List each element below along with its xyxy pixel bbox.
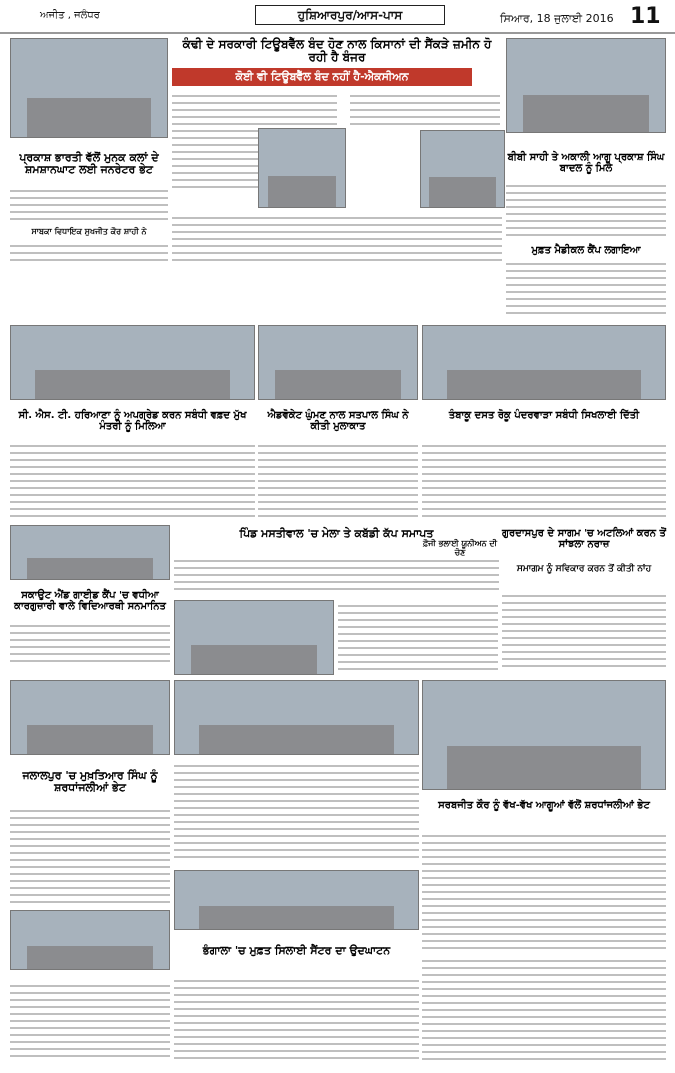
photo-bhangala	[174, 870, 419, 930]
photo-group-1	[10, 325, 255, 400]
photo-left-top	[10, 38, 168, 138]
headline-right1: ਬੀਬੀ ਸਾਹੀ ਤੇ ਅਕਾਲੀ ਆਗੂ ਪ੍ਰਕਾਸ਼ ਸਿੰਘ ਬਾਦਲ ਨੂੰ ਮਿਲੇ	[507, 152, 665, 174]
article-text	[502, 590, 666, 670]
article-text	[258, 440, 418, 520]
photo-mela	[174, 600, 334, 675]
photo-right-top	[506, 38, 666, 133]
section-title: ਹੁਸ਼ਿਆਰਪੁਰ/ਆਸ-ਪਾਸ	[255, 5, 445, 25]
headline-bottom: ਭੰਗਾਲਾ 'ਚ ਮੁਫ਼ਤ ਸਿਲਾਈ ਸੈਂਟਰ ਦਾ ਉਦਘਾਟਨ	[202, 944, 391, 957]
article-text	[506, 258, 666, 318]
article-text	[350, 90, 500, 126]
photo-right-lower	[422, 680, 666, 790]
headline-mid4: ਪਿੰਡ ਮਸਤੀਵਾਲ 'ਚ ਮੇਲਾ ਤੇ ਕਬੱਡੀ ਕੱਪ ਸਮਾਪਤ	[239, 527, 434, 540]
headline-mid5: ਗੁਰਦਾਸਪੁਰ ਦੇ ਸਾਗਮ 'ਚ ਅਟਲਿਆਂ ਕਰਨ ਤੋਂ ਸਾਂਝਲਾ ਨਰਾਜ਼	[502, 528, 666, 550]
photo-group-2	[258, 325, 418, 400]
article-text	[174, 975, 419, 1060]
photo-tubewell-1	[258, 128, 346, 208]
photo-left-lower	[10, 680, 170, 755]
issue-date: ਸਿਆਰ, 18 ਜੁਲਾਈ 2016	[500, 12, 614, 25]
article-text	[10, 185, 168, 225]
headline-left1b: ਸਾਬਕਾ ਵਿਧਾਇਕ ਸੁਖਜੀਤ ਕੌਰ ਸ਼ਾਹੀ ਨੇ	[31, 227, 147, 236]
headline-mid1: ਸੀ. ਐਸ. ਟੀ. ਹਰਿਆਣਾ ਨੂੰ ਅਪਗ੍ਰੇਡ ਕਰਨ ਸਬੰਧੀ ਵਫ਼ਦ ਮੁੱਖ ਮੰਤਰੀ ਨੂੰ ਮਿਲਿਆ	[18, 410, 247, 432]
headline-small2: ਫ਼ੌਜੀ ਭਲਾਈ ਯੂਨੀਅਨ ਦੀ ਚੋਣ	[422, 539, 498, 557]
photo-jalalpur	[10, 910, 170, 970]
article-text	[422, 830, 666, 950]
article-text	[10, 440, 255, 520]
headline-left2: ਸਕਾਉਟ ਐਂਡ ਗਾਈਡ ਕੈਂਪ 'ਚ ਵਧੀਆ ਕਾਰਗੁਜ਼ਾਰੀ ਵਾਲੇ ਵਿਦਿਆਰਥੀ ਸਨਮਾਨਿਤ	[14, 590, 166, 612]
headline-left1: ਪ੍ਰਕਾਸ਼ ਭਾਰਤੀ ਵੱਲੋਂ ਮੁਨਕ ਕਲਾਂ ਦੇ ਸ਼ਮਸ਼ਾਨਘਾਟ ਲਈ ਜਨਰੇਟਰ ਭੇਟ	[19, 151, 159, 177]
article-text	[422, 955, 666, 1060]
photo-centre-lower	[174, 680, 419, 755]
edition-label: ਅਜੀਤ , ਜਲੰਧਰ	[40, 10, 100, 21]
headline-mid3: ਤੰਬਾਕੂ ਦਸਤ ਰੋਕੂ ਪੰਦਰਵਾੜਾ ਸਬੰਧੀ ਸਿਖਲਾਈ ਦਿੱਤੀ	[448, 410, 640, 421]
article-text	[174, 555, 499, 595]
headline-small1: ਸਮਾਗਮ ਨੂੰ ਸਵਿਕਾਰ ਕਰਨ ਤੋਂ ਕੀਤੀ ਨਾਂਹ	[516, 564, 652, 574]
article-text	[10, 620, 170, 665]
page-number: 11	[630, 4, 661, 29]
headline-left3: ਜਲਾਲਪੁਰ 'ਚ ਮੁਖ਼ਤਿਆਰ ਸਿੰਘ ਨੂੰ ਸ਼ਰਧਾਂਜਲੀਆਂ ਭੇਟ	[22, 769, 158, 795]
article-text	[10, 980, 170, 1060]
photo-scout	[10, 525, 170, 580]
photo-group-3	[422, 325, 666, 400]
article-text	[506, 180, 666, 240]
page-header	[0, 0, 675, 34]
article-text	[422, 440, 666, 520]
headline-mid2: ਐਡਵੋਕੇਟ ਘੁੰਮਣ ਨਾਲ ਸਤਪਾਲ ਸਿੰਘ ਨੇ ਕੀਤੀ ਮੁਲਾਕਾਤ	[267, 410, 409, 432]
headline-right1b: ਮੁਫ਼ਤ ਮੈਡੀਕਲ ਕੈਂਪ ਲਗਾਇਆ	[531, 245, 641, 256]
article-text	[10, 240, 168, 262]
headline-main-band: ਕੋਈ ਵੀ ਟਿਊਬਵੈੱਲ ਬੰਦ ਨਹੀਂ ਹੈ-ਐਕਸੀਅਨ	[172, 68, 472, 86]
article-text	[174, 760, 419, 860]
article-text	[172, 212, 502, 262]
headline-main: ਕੰਢੀ ਦੇ ਸਰਕਾਰੀ ਟਿਊਬਵੈੱਲ ਬੰਦ ਹੋਣ ਨਾਲ ਕਿਸਾਨਾਂ ਦੀ ਸੈਂਕੜੇ ਜ਼ਮੀਨ ਹੋ ਰਹੀ ਹੈ ਬੰਜਰ	[182, 37, 492, 65]
article-text	[338, 600, 498, 675]
photo-tubewell-2	[420, 130, 505, 208]
headline-mid6: ਸਰਬਜੀਤ ਕੌਰ ਨੂੰ ਵੱਖ-ਵੱਖ ਆਗੂਆਂ ਵੱਲੋਂ ਸ਼ਰਧਾਂਜਲੀਆਂ ਭੇਟ	[438, 800, 650, 811]
article-text	[10, 805, 170, 905]
